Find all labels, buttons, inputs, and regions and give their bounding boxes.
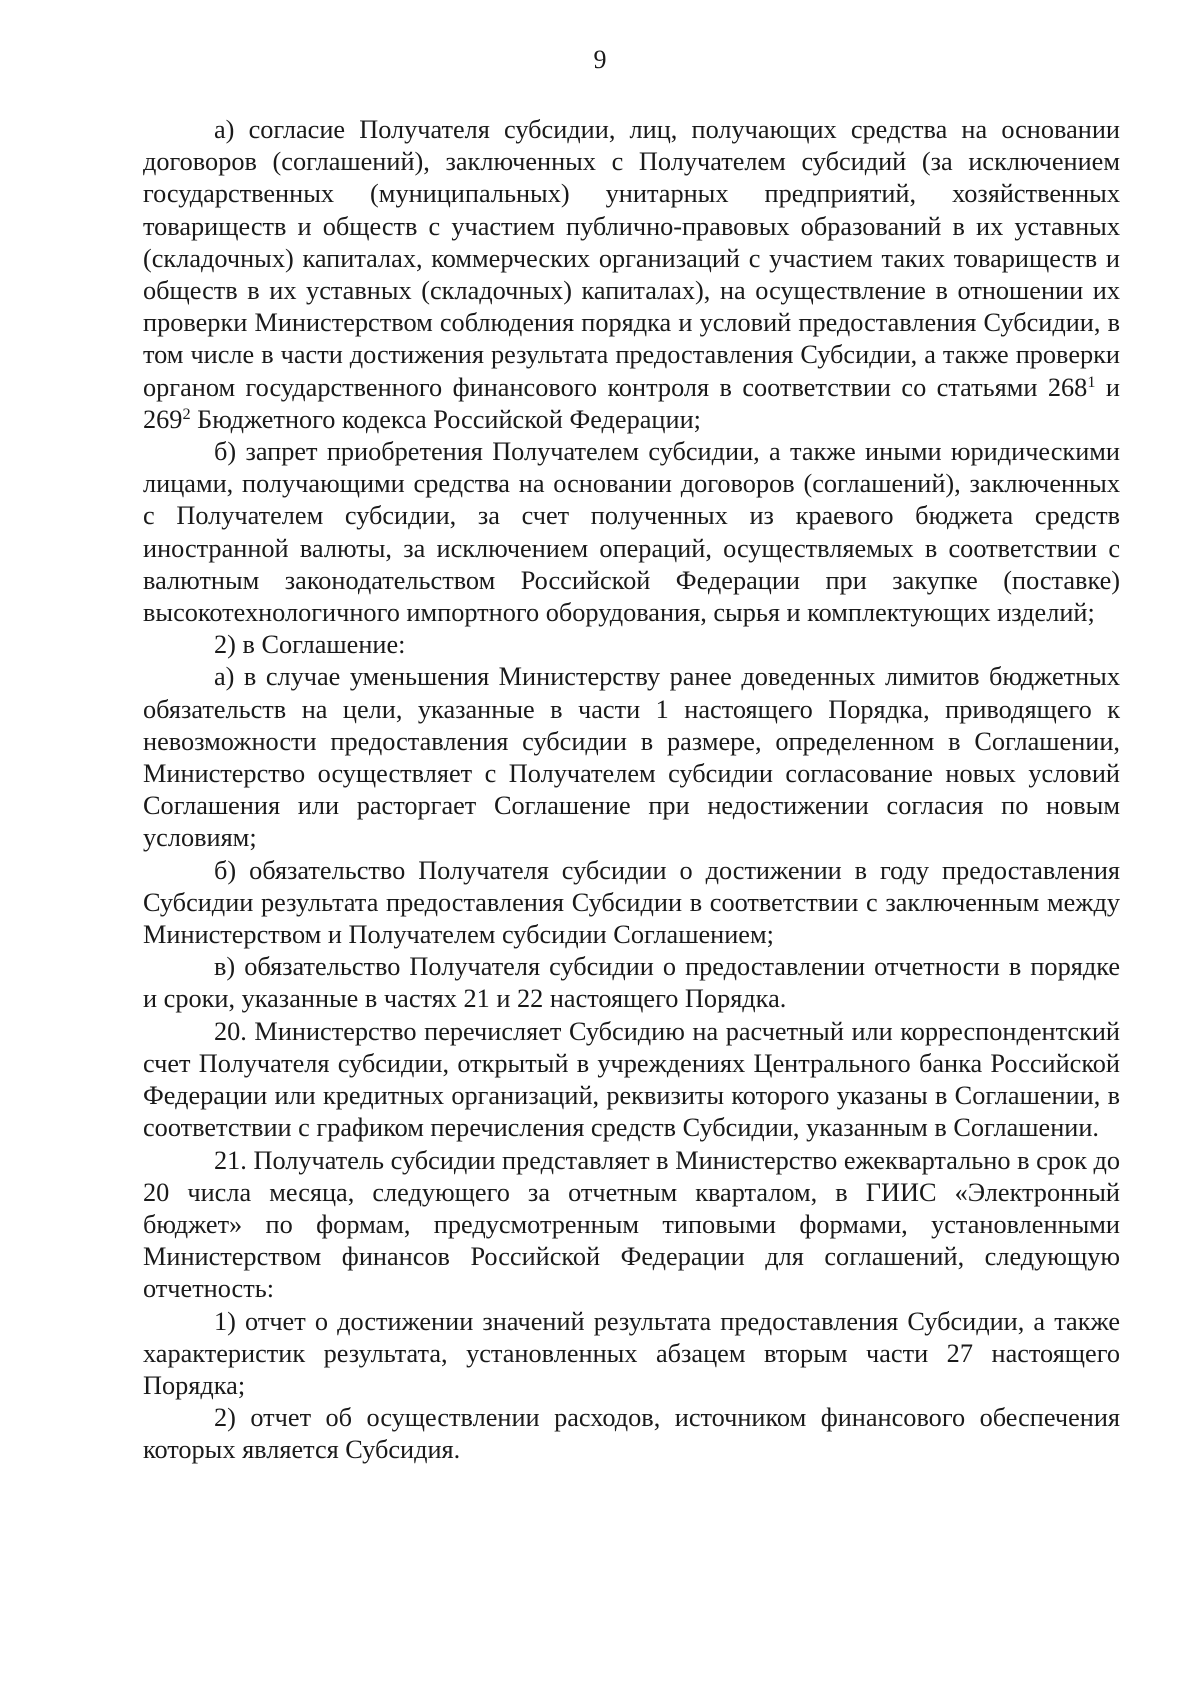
- paragraph-reporting-obligation: в) обязательство Получателя субсидии о предоставлении отчетности в порядке и сроки, указанные в частях 21 и 22 настоящего Порядка.: [143, 952, 1120, 1014]
- document-body: [143, 114, 1120, 1467]
- paragraph-report-expenses: 2) отчет об осуществлении расходов, источником финансового обеспечения которых является Субсидия.: [143, 1403, 1120, 1465]
- paragraph-currency-ban: б) запрет приобретения Получателем субсидии, а также иными юридическими лицами, получающими средства на основании договоров (соглашений), заключенных с Получателем субсидии, за счет полученных из краевого бюджета средств иностранной валюты, за исключением операций, осуществляемых в соответствии с валютным законодательством Российской Федерации при закупке (поставке) высокотехнологичного импортного оборудования, сырья и комплектующих изделий;: [143, 437, 1120, 628]
- paragraph-report-results: 1) отчет о достижении значений результата предоставления Субсидии, а также характеристик результата, установленных абзацем вторым части 27 настоящего Порядка;: [143, 1306, 1120, 1400]
- article-number-2: 269: [143, 404, 183, 434]
- article-number-1: 268: [1047, 372, 1088, 402]
- article-superscript-1: 1: [1087, 371, 1096, 391]
- paragraph-consent-clause: [143, 114, 1120, 436]
- paragraph-section-21: 21. Получатель субсидии представляет в Министерство ежеквартально в срок до 20 числа месяца, следующего за отчетным кварталом, в ГИИС «Электронный бюджет» по формам, предусмотренным типовыми формами, установленными Министерством финансов Российской Федерации для соглашений, следующую отчетность:: [143, 1145, 1120, 1304]
- paragraph-section-20: 20. Министерство перечисляет Субсидию на расчетный или корреспондентский счет Получателя субсидии, открытый в учреждениях Центрального банка Российской Федерации или кредитных организаций, реквизиты которого указаны в Соглашении, в соответствии с графиком перечисления средств Субсидии, указанным в Соглашении.: [143, 1016, 1120, 1143]
- paragraph-text: а) согласие Получателя субсидии, лиц, получающих средства на основании договоров (соглашений), заключенных с Получателем субсидий (за исключением государственных (муниципальных) унитарных предприятий, хозяйственных товариществ и обществ с участием публично-правовых образований в их уставных (складочных) капиталах, коммерческих организаций с участием таких товариществ и обществ в их уставных (складочных) капиталах), на осуществление в отношении их проверки Министерством соблюдения порядка и условий предоставления Субсидии, в том числе в части достижения результата предоставления Субсидии, а также проверки органом государственного финансового контроля в соответствии со статьями: [143, 115, 1120, 402]
- paragraph-result-obligation: б) обязательство Получателя субсидии о достижении в году предоставления Субсидии результата предоставления Субсидии в соответствии с заключенным между Министерством и Получателем субсидии Соглашением;: [143, 855, 1120, 950]
- paragraph-text-connector: и: [1095, 372, 1120, 402]
- page-number: 9: [593, 45, 607, 74]
- article-superscript-2: 2: [182, 403, 191, 423]
- paragraph-limits-reduction: а) в случае уменьшения Министерству ранее доведенных лимитов бюджетных обязательств на цели, указанные в части 1 настоящего Порядка, приводящего к невозможности предоставления субсидии в размере, определенном в Соглашении, Министерство осуществляет с Получателем субсидии согласование новых условий Соглашения или расторгает Соглашение при недостижении согласия по новым условиям;: [143, 662, 1120, 853]
- paragraph-agreement-heading: 2) в Соглашение:: [214, 630, 406, 660]
- paragraph-text-tail: Бюджетного кодекса Российской Федерации;: [190, 404, 701, 434]
